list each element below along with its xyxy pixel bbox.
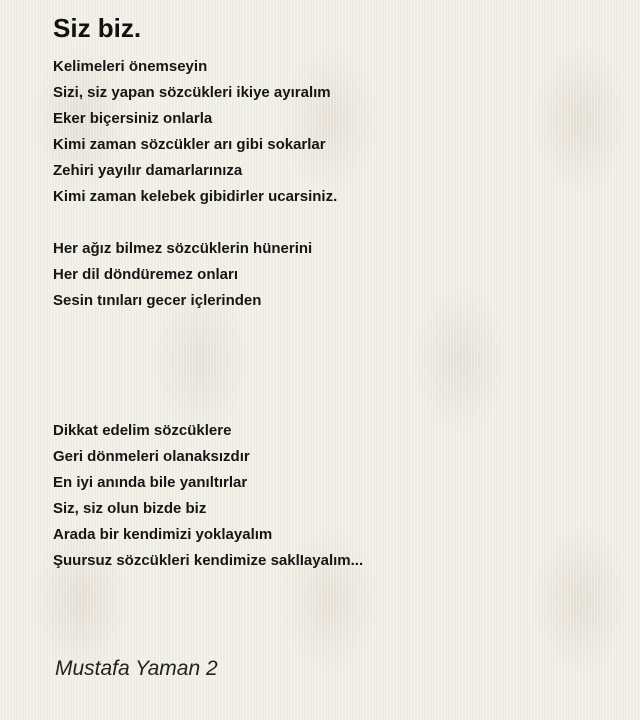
poem-author: Mustafa Yaman 2 xyxy=(55,657,218,680)
poem-line: Kimi zaman sözcükler arı gibi sokarlar xyxy=(53,136,326,153)
poem-line: Her dil döndüremez onları xyxy=(53,266,239,283)
stanza-1 xyxy=(53,54,613,210)
poem-line: Siz, siz olun bizde biz xyxy=(53,500,207,517)
poem-line: Kelimeleri önemseyin xyxy=(53,58,208,75)
poem-line: Geri dönmeleri olanaksızdır xyxy=(53,448,250,465)
stanza-2 xyxy=(53,236,613,314)
poem-line: En iyi anında bile yanıltırlar xyxy=(53,474,248,491)
poem-title: Siz biz. xyxy=(53,13,142,43)
poem-line: Şuursuz sözcükleri kendimize saklIayalım... xyxy=(53,552,364,569)
stanza-3 xyxy=(53,418,613,574)
poem-container xyxy=(53,10,613,574)
poem-line: Zehiri yayılır damarlarınıza xyxy=(53,162,243,179)
poem-line: Her ağız bilmez sözcüklerin hünerini xyxy=(53,240,313,257)
poem-line: Kimi zaman kelebek gibidirler ucarsiniz. xyxy=(53,188,338,205)
poem-line: Sizi, siz yapan sözcükleri ikiye ayıralım xyxy=(53,84,331,101)
poem-line: Sesin tınıları gecer içlerinden xyxy=(53,292,262,309)
poem-line: Arada bir kendimizi yoklayalım xyxy=(53,526,273,543)
poem-line: Dikkat edelim sözcüklere xyxy=(53,422,232,439)
poem-line: Eker biçersiniz onlarla xyxy=(53,110,213,127)
